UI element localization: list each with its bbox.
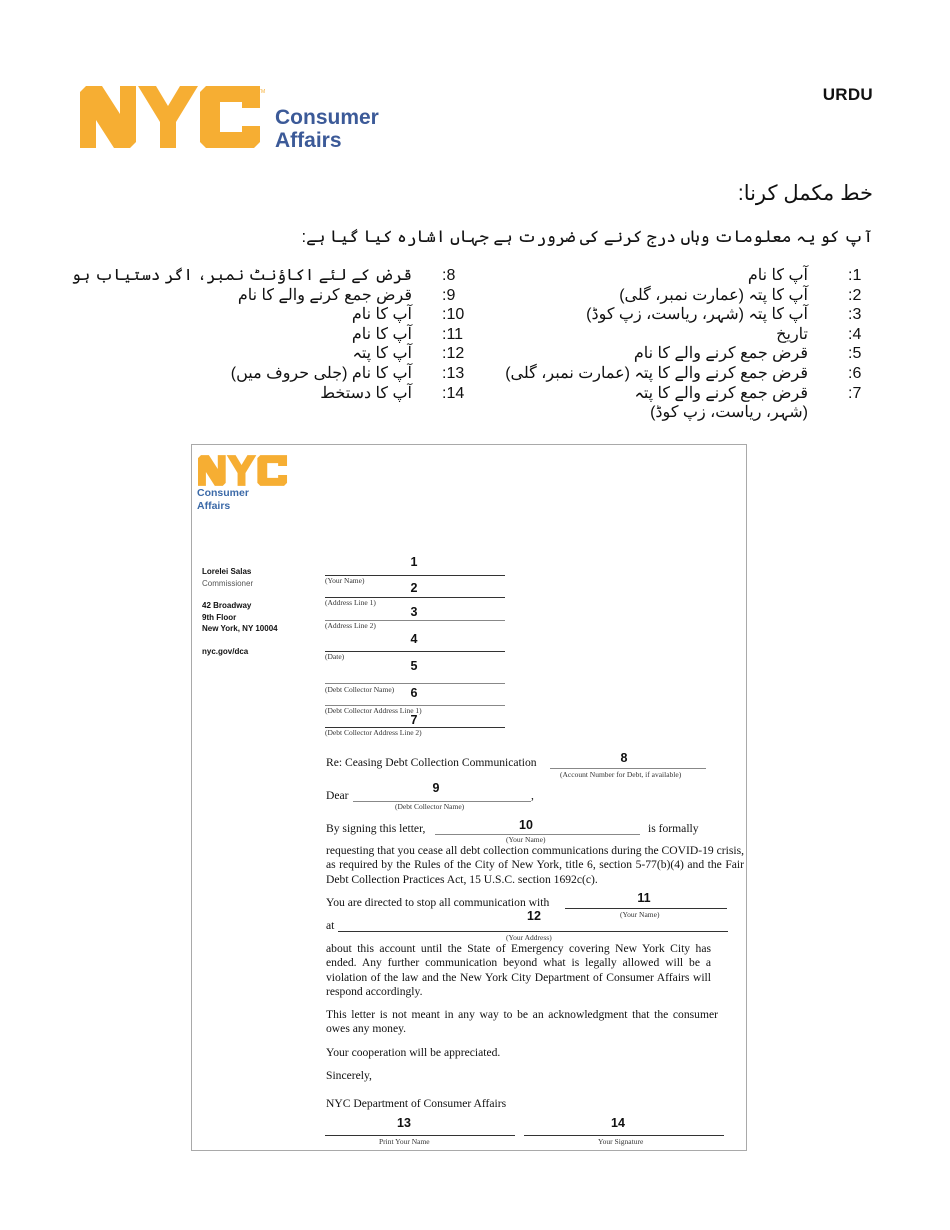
legend-text: آپ کا نام [351,325,412,343]
legend-item [500,286,880,306]
field-2-number: 2 [410,581,418,595]
legend-number: :9 [442,286,456,304]
legend-item [150,344,480,364]
department-line: NYC Department of Consumer Affairs [326,1097,507,1110]
legend-text: آپ کا نام [747,267,808,284]
field-4-line[interactable] [325,651,505,652]
field-13-line[interactable] [325,1135,515,1136]
field-6-caption: (Debt Collector Address Line 1) [325,706,422,715]
dear-label: Dear [326,789,349,802]
letter-sidebar [202,566,278,657]
instructions-title: خط مکمل کرنا: [737,182,873,205]
legend-text: آپ کا نام (جلی حروف میں) [230,364,412,382]
legend-text: تاریخ [776,325,808,343]
re-line: Re: Ceasing Debt Collection Communication [326,756,537,769]
legend-item [500,305,880,325]
field-5-caption: (Debt Collector Name) [325,685,395,694]
legend-text: آپ کا پتہ (عمارت نمبر، گلی) [619,286,808,304]
legend-left [71,266,480,403]
legend-item [500,325,880,345]
field-4-caption: (Date) [325,652,345,661]
legend-text: آپ کا پتہ (شہر، ریاست، زپ کوڈ) [586,306,808,324]
field-5-number: 5 [410,659,418,673]
acknowledgment-paragraph: This letter is not meant in any way to be an acknowledgment that the consumer owes any money. [326,1008,718,1036]
field-7-caption: (Debt Collector Address Line 2) [325,728,422,737]
field-1-number: 1 [410,555,418,569]
field-11-line[interactable] [565,908,727,909]
letter-logo-affairs: Affairs [197,499,231,512]
field-8-caption: (Account Number for Debt, if available) [560,770,682,779]
legend-text: آپ کا پتہ [352,345,412,363]
legend-number: :10 [442,306,465,324]
nyc-logo-mark [80,86,266,148]
legend-right [500,266,880,423]
legend-item [500,384,880,404]
legend-text: آپ کا دستخط [320,384,412,402]
legend-item [150,384,480,404]
legend-number: :2 [848,286,862,304]
field-8-line[interactable] [550,768,706,769]
legend-number: :8 [442,267,456,284]
directed-prefix: You are directed to stop all communication with [326,896,550,909]
legend-number: :13 [442,364,465,382]
field-10-caption: (Your Name) [506,835,546,844]
legend-number: :14 [442,384,465,402]
legend-number: :1 [848,267,862,284]
legend-text: قرض جمع کرنے والے کا نام [237,286,412,304]
dear-comma: , [531,789,534,802]
legend-number: :11 [442,325,464,343]
field-10-number: 10 [519,818,533,832]
field-8-number: 8 [620,751,628,765]
legend-item [500,364,880,384]
legend-number: :4 [848,325,862,343]
commissioner-name: Lorelei Salas [202,567,252,576]
legend-text: (شہر، ریاست، زپ کوڈ) [650,404,808,422]
legend-number: :7 [848,384,862,402]
legend-text: قرض جمع کرنے والے کا پتہ (عمارت نمبر، گلی) [505,364,808,382]
legend-item-continuation [500,403,880,423]
field-12-caption: (Your Address) [506,933,552,942]
legend-text: قرض جمع کرنے والے کا پتہ [634,384,808,402]
legend-item [500,344,880,364]
field-4-number: 4 [410,632,418,646]
field-5-line[interactable] [325,683,505,684]
field-9-caption: (Debt Collector Name) [395,802,465,811]
legend-item [500,266,880,286]
office-address-3: New York, NY 10004 [202,624,278,633]
legend-item [150,364,480,384]
emergency-paragraph: about this account until the State of Emergency covering New York City has ended. Any further communication beyond what is legally allowed will be a violation of the law and the New York City Department of Consumer Affairs will respond accordingly. [326,942,711,999]
letter-logo-text [197,487,249,512]
svg-text:TM: TM [258,89,266,95]
legend-item [150,286,480,306]
field-6-number: 6 [410,686,418,700]
legend-number: :3 [848,306,862,324]
field-2-caption: (Address Line 1) [325,598,376,607]
legend-text: آپ کا نام [351,306,412,324]
field-9-number: 9 [432,781,440,795]
at-label: at [326,919,335,932]
office-website: nyc.gov/dca [202,646,249,656]
letter-nyc-logo-mark [198,455,290,486]
field-12-number: 12 [527,909,541,923]
field-11-caption: (Your Name) [620,910,660,919]
legend-number: :5 [848,345,862,363]
legend-number: :6 [848,364,862,382]
field-11-number: 11 [637,891,651,905]
signing-suffix: is formally [648,822,699,835]
legend-item [71,266,480,286]
legend-text: قرض جمع کرنے والے کا نام [633,345,808,363]
legend-item [150,325,480,345]
field-3-number: 3 [410,605,418,619]
field-13-number: 13 [397,1116,411,1130]
legend-number: :12 [442,345,465,363]
logo-consumer-text: Consumer [275,106,379,129]
legend-text: قرض کے لئے اکاؤنٹ نمبر، اگر دستیاب ہو [71,267,412,284]
field-13-caption: Print Your Name [379,1137,430,1146]
field-3-caption: (Address Line 2) [325,621,376,630]
office-address-2: 9th Floor [202,612,237,622]
logo-affairs-text: Affairs [275,129,342,152]
closing-line: Sincerely, [326,1069,372,1082]
request-paragraph: requesting that you cease all debt collection communications during the COVID-19 crisis, as required by the Rules of the City of New York, title 6, section 5-77(b)(4) and the Fair Debt Collection Practices Act, 15 U.S.C. section 1692c(c). [326,844,744,886]
commissioner-title: Commissioner [202,578,254,588]
legend-item [150,305,480,325]
field-7-number: 7 [410,713,418,727]
office-address-1: 42 Broadway [202,601,252,610]
instructions-intro: آپ کو یہ معلومات وہاں درج کرنے کی ضرورت ہے جہاں اشارہ کیا گیا ہے: [301,228,873,246]
language-label: URDU [822,85,873,104]
field-14-caption: Your Signature [598,1137,644,1146]
field-12-line[interactable] [338,931,728,932]
field-14-number: 14 [611,1116,625,1130]
signing-prefix: By signing this letter, [326,822,426,835]
field-1-caption: (Your Name) [325,576,365,585]
cooperation-line: Your cooperation will be appreciated. [326,1046,501,1059]
letter-logo-consumer: Consumer [197,487,249,499]
field-14-line[interactable] [524,1135,724,1136]
letter-preview [191,444,747,1151]
